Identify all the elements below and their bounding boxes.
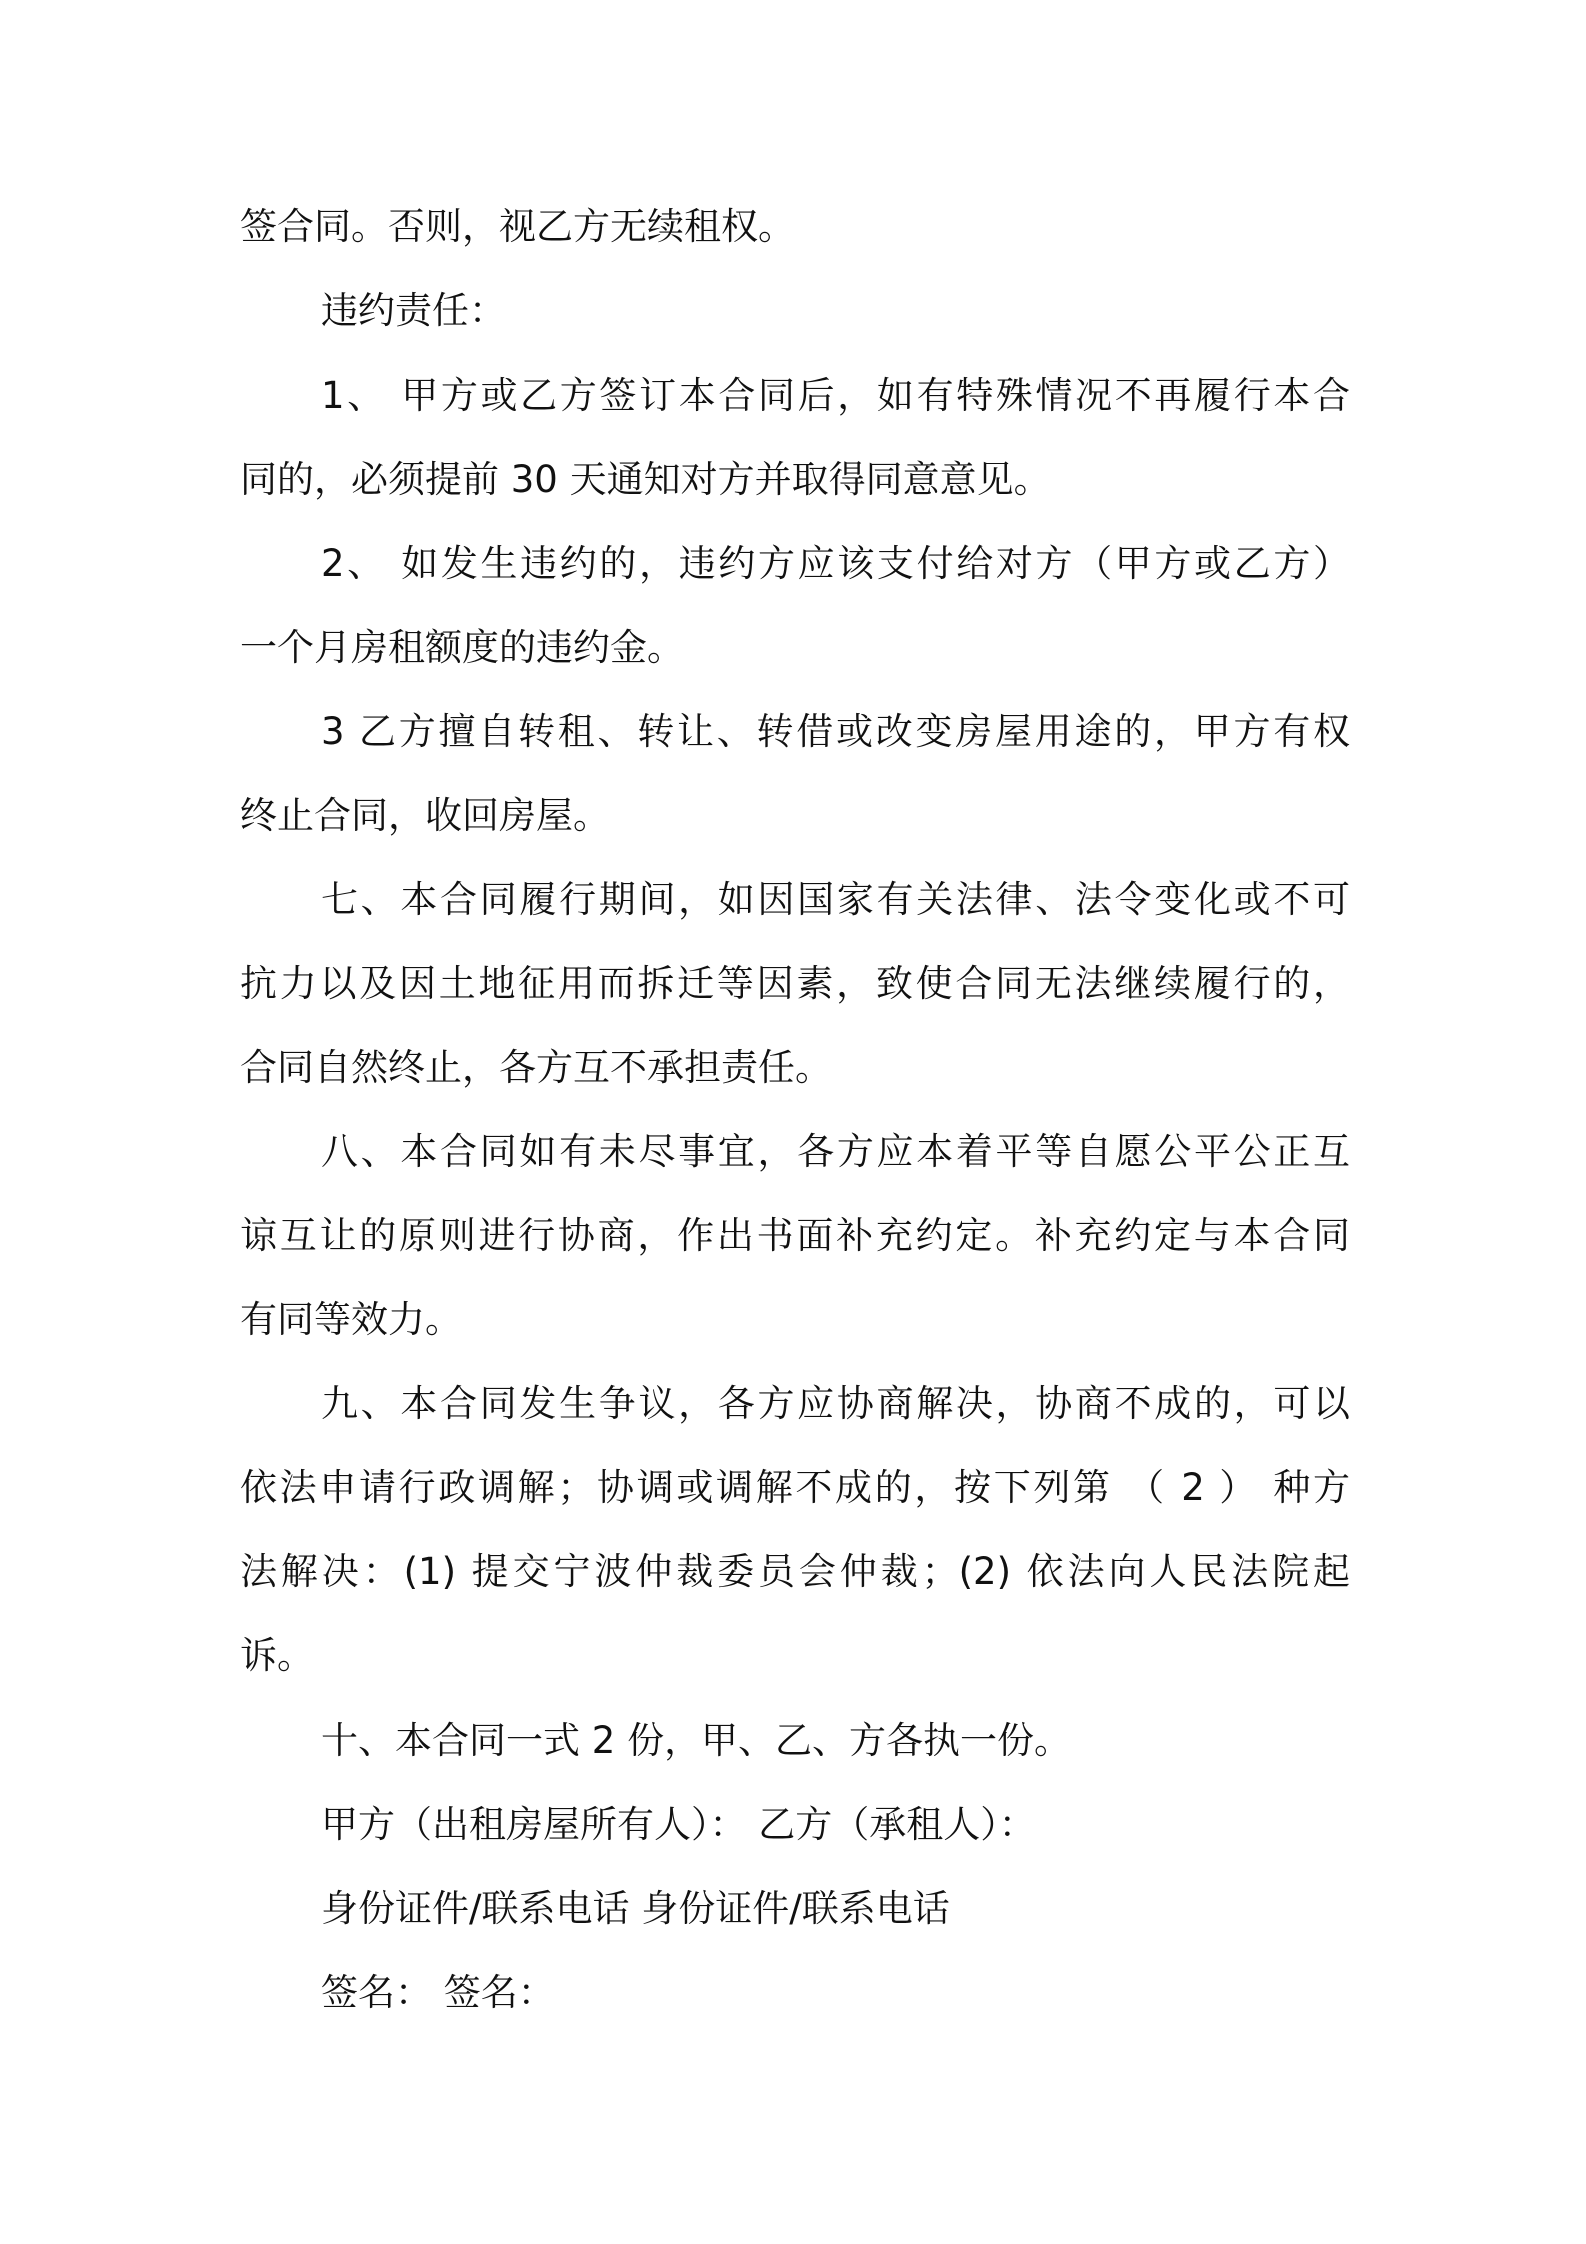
text-line: 八、本合同如有未尽事宜，各方应本着平等自愿公平公正互 bbox=[321, 1130, 1350, 1173]
text-line: 九、本合同发生争议，各方应协商解决，协商不成的，可以 bbox=[321, 1382, 1350, 1425]
text-line: 签合同。否则，视乙方无续租权。 bbox=[240, 205, 795, 248]
text-line: 依法申请行政调解；协调或调解不成的，按下列第 （ 2 ） 种方 bbox=[240, 1466, 1350, 1509]
text-line: 有同等效力。 bbox=[240, 1298, 462, 1341]
text-line: 十、本合同一式 2 份，甲、乙、方各执一份。 bbox=[321, 1719, 1072, 1762]
text-line: 一个月房租额度的违约金。 bbox=[240, 626, 684, 669]
signature-labels: 签名： 签名： bbox=[321, 1971, 555, 2014]
text-line: 终止合同，收回房屋。 bbox=[240, 794, 610, 837]
party-labels: 甲方（出租房屋所有人）： 乙方（承租人）： bbox=[321, 1803, 1036, 1846]
text-line: 法解决：(1) 提交宁波仲裁委员会仲裁；(2) 依法向人民法院起 bbox=[240, 1550, 1350, 1593]
text-line: 谅互让的原则进行协商，作出书面补充约定。补充约定与本合同 bbox=[240, 1214, 1350, 1257]
text-line: 3 乙方擅自转租、转让、转借或改变房屋用途的，甲方有权 bbox=[321, 710, 1350, 753]
text-line: 抗力以及因土地征用而拆迁等因素，致使合同无法继续履行的， bbox=[240, 962, 1350, 1005]
section-heading: 违约责任： bbox=[321, 289, 506, 332]
text-line: 2、 如发生违约的，违约方应该支付给对方（甲方或乙方） bbox=[321, 542, 1350, 585]
text-line: 诉。 bbox=[240, 1634, 314, 1677]
text-line: 合同自然终止，各方互不承担责任。 bbox=[240, 1046, 832, 1089]
contact-labels: 身份证件/联系电话 身份证件/联系电话 bbox=[321, 1887, 950, 1930]
text-line: 七、本合同履行期间，如因国家有关法律、法令变化或不可 bbox=[321, 878, 1350, 921]
text-line: 1、 甲方或乙方签订本合同后，如有特殊情况不再履行本合 bbox=[321, 374, 1350, 417]
text-line: 同的，必须提前 30 天通知对方并取得同意意见。 bbox=[240, 458, 1051, 501]
